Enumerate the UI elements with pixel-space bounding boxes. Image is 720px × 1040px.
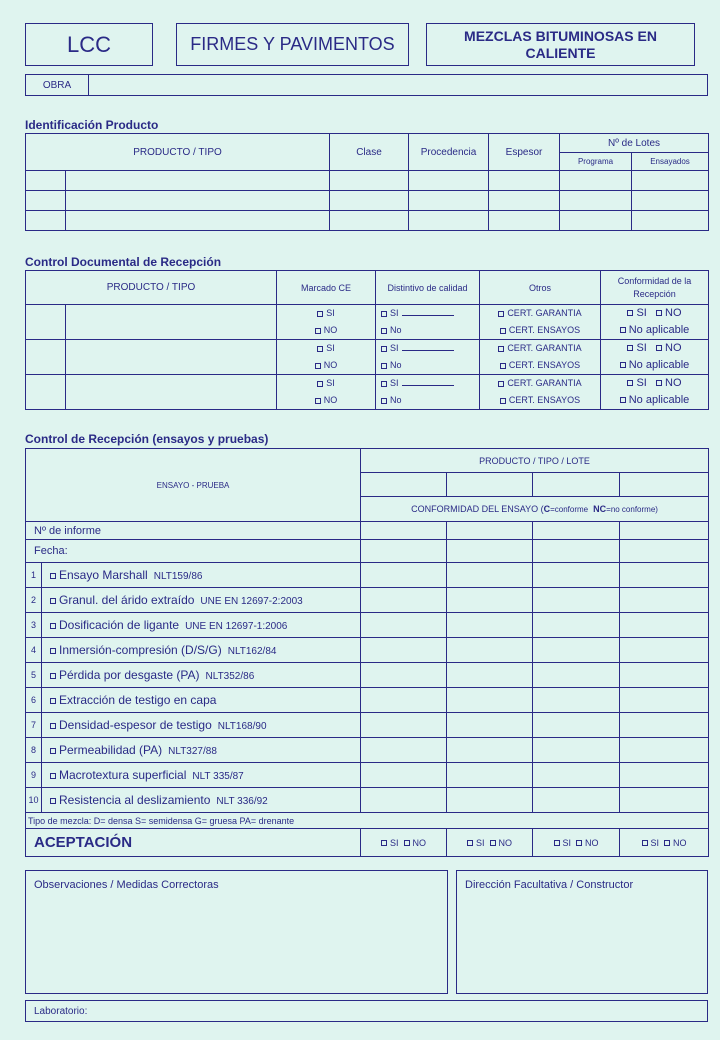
checkbox-icon [498,311,504,317]
ensayo-number: 4 [26,638,42,663]
no-label: NO [323,325,338,335]
fecha-label: Fecha: [26,540,361,563]
checkbox-icon [664,840,670,846]
lcc-label: LCC [66,31,111,57]
laboratorio-label: Laboratorio: [34,1006,88,1017]
col-programa: Programa [560,153,632,171]
checkbox-icon [627,345,633,351]
checkbox-icon [620,397,626,403]
si-label: SI [562,837,572,848]
ensayo-item[interactable] [42,763,361,788]
checkbox-icon [50,623,56,629]
nc-abbr: NC [593,504,607,514]
ensayo-number: 10 [26,788,42,813]
cell[interactable] [447,788,533,813]
ensayo-number: 9 [26,763,42,788]
checkbox-icon [620,362,626,368]
checkbox-icon [498,346,504,352]
col-producto-lote: PRODUCTO / TIPO / LOTE [361,449,709,473]
cell[interactable] [560,211,632,231]
checkbox-icon [315,398,321,404]
no-label: NO [665,307,682,319]
col-otros: Otros [480,271,601,305]
cell[interactable] [560,191,632,211]
conformidad-prefix: CONFORMIDAD DEL ENSAYO ( [411,504,544,514]
cell[interactable] [533,663,620,688]
cell[interactable] [533,688,620,713]
no-label: NO [585,837,599,848]
col-ensayo-prueba: ENSAYO - PRUEBA [26,449,361,522]
ensayo-norm: NLT168/90 [217,721,267,732]
distintivo-si-option[interactable] [381,305,479,322]
ensayo-item[interactable] [42,638,361,663]
checkbox-icon [642,840,648,846]
cert-garantia-option[interactable] [480,305,600,322]
cell[interactable] [409,211,489,231]
cell[interactable] [361,638,447,663]
distintivo-no-option[interactable] [381,357,479,374]
si-label: SI [636,377,647,389]
ensayo-name: Dosificación de ligante [59,618,180,632]
cell[interactable] [361,663,447,688]
checkbox-icon [500,398,506,404]
aceptacion-row [26,829,709,857]
cell[interactable] [66,211,330,231]
conformidad-ensayo-legend [361,497,709,522]
cell[interactable] [620,763,709,788]
si-label: SI [390,308,399,318]
ensayo-number: 6 [26,688,42,713]
ensayo-name: Pérdida por desgaste (PA) [59,668,200,682]
ensayo-number: 3 [26,613,42,638]
checkbox-icon [50,698,56,704]
checkbox-icon [381,840,387,846]
ensayo-number: 8 [26,738,42,763]
ensayo-norm: UNE EN 12697-1:2006 [185,621,288,632]
ensayo-number: 5 [26,663,42,688]
ensayo-name: Macrotextura superficial [59,768,187,782]
cell[interactable] [620,713,709,738]
cell[interactable] [26,211,66,231]
ensayo-norm: UNE EN 12697-2:2003 [200,596,303,607]
table-row [26,305,709,340]
table-row [26,613,709,638]
checkbox-icon [656,345,662,351]
distintivo-blank[interactable] [402,307,454,316]
table-row [26,713,709,738]
ensayo-name: Densidad-espesor de testigo [59,718,212,732]
checkbox-icon [490,840,496,846]
cert-ensayos-option[interactable] [480,357,600,374]
cert-garantia-label: CERT. GARANTIA [507,308,582,318]
no-aplicable-label: No aplicable [628,324,690,336]
cell[interactable] [26,375,66,410]
table-row [26,563,709,588]
cell[interactable] [409,171,489,191]
ensayo-item[interactable] [42,738,361,763]
checkbox-icon [500,328,506,334]
cell[interactable] [361,563,447,588]
observaciones-label: Observaciones / Medidas Correctoras [34,879,219,891]
mezclas-header [426,23,695,66]
checkbox-icon [317,381,323,387]
cell[interactable] [533,588,620,613]
ensayo-item[interactable] [42,563,361,588]
aceptacion-label: ACEPTACIÓN [26,829,361,857]
si-label: SI [326,378,335,388]
cert-ensayos-label: CERT. ENSAYOS [508,395,581,405]
cell[interactable] [66,171,330,191]
conformidad-si-no-options[interactable] [601,375,708,392]
cell[interactable] [533,613,620,638]
cell[interactable] [560,171,632,191]
ensayo-norm: NLT 335/87 [192,771,244,782]
cell[interactable] [361,588,447,613]
lote-cell[interactable] [533,473,620,497]
identificacion-table [25,133,709,231]
checkbox-icon [500,363,506,369]
cell[interactable] [533,540,620,563]
cell[interactable] [489,191,560,211]
checkbox-icon [656,380,662,386]
table-row [26,540,709,563]
informe-label: Nº de informe [26,522,361,540]
no-aplicable-option[interactable] [601,392,708,409]
marcado-si-option[interactable] [277,375,375,392]
checkbox-icon [50,798,56,804]
direccion-label: Dirección Facultativa / Constructor [465,879,634,891]
ensayo-item[interactable] [42,663,361,688]
col-producto-tipo: PRODUCTO / TIPO [26,134,330,171]
cell[interactable] [489,211,560,231]
cell[interactable] [620,788,709,813]
checkbox-icon [554,840,560,846]
mezclas-label-line2: CALIENTE [525,44,596,61]
distintivo-si-option[interactable] [381,375,479,392]
lote-cell[interactable] [447,473,533,497]
c-abbr: C [543,504,551,514]
no-label: NO [323,360,338,370]
cell[interactable] [361,540,447,563]
cell[interactable] [620,663,709,688]
cell[interactable] [447,540,533,563]
ensayo-name: Ensayo Marshall [59,568,148,582]
cell[interactable] [447,563,533,588]
table-row [26,191,709,211]
cell[interactable] [620,638,709,663]
si-label: SI [636,342,647,354]
cell[interactable] [361,738,447,763]
identificacion-title: Identificación Producto [25,118,159,132]
no-aplicable-option[interactable] [601,357,708,374]
cell[interactable] [26,171,66,191]
cell[interactable] [330,191,409,211]
cell[interactable] [620,540,709,563]
mezclas-label-line1: MEZCLAS BITUMINOSAS EN [464,27,657,44]
distintivo-no-option[interactable] [381,322,479,339]
cell[interactable] [66,340,277,375]
cell[interactable] [533,738,620,763]
si-label: SI [390,837,399,848]
col-marcado-ce: Marcado CE [277,271,376,305]
distintivo-blank[interactable] [402,377,454,386]
obra-label: OBRA [26,75,89,95]
ensayo-number: 1 [26,563,42,588]
checkbox-icon [656,310,662,316]
checkbox-icon [381,398,387,404]
table-row [26,171,709,191]
control-rec-title: Control de Recepción (ensayos y pruebas) [25,432,269,446]
cert-garantia-label: CERT. GARANTIA [507,343,582,353]
ensayo-norm: NLT162/84 [227,646,277,657]
checkbox-icon [317,311,323,317]
checkbox-icon [627,310,633,316]
no-label: NO [665,377,682,389]
checkbox-icon [576,840,582,846]
table-row [26,375,709,410]
cell[interactable] [361,763,447,788]
ensayo-name: Extracción de testigo en capa [59,693,217,707]
col-distintivo: Distintivo de calidad [376,271,480,305]
cell[interactable] [620,738,709,763]
aceptacion-options[interactable] [361,829,447,857]
cell[interactable] [632,191,709,211]
cell[interactable] [66,191,330,211]
table-row [26,638,709,663]
table-row [26,663,709,688]
cert-ensayos-option[interactable] [480,392,600,409]
si-label: SI [326,308,335,318]
col-procedencia: Procedencia [409,134,489,171]
checkbox-icon [381,363,387,369]
checkbox-icon [467,840,473,846]
cell[interactable] [533,563,620,588]
cell[interactable] [66,305,277,340]
no-label: NO [673,837,687,848]
table-row [26,763,709,788]
ensayo-item[interactable] [42,588,361,613]
cert-ensayos-label: CERT. ENSAYOS [508,325,581,335]
firmes-label: FIRMES Y PAVIMENTOS [190,34,395,54]
no-label: NO [498,837,513,848]
cell[interactable] [447,663,533,688]
no-label: No [390,360,402,370]
ensayo-norm: NLT327/88 [168,746,217,757]
checkbox-icon [50,748,56,754]
control-rec-table [25,448,709,857]
cell[interactable] [447,688,533,713]
cell[interactable] [26,340,66,375]
lote-cell[interactable] [620,473,709,497]
cell[interactable] [447,522,533,540]
cell[interactable] [361,613,447,638]
no-aplicable-label: No aplicable [628,359,690,371]
cert-ensayos-label: CERT. ENSAYOS [508,360,581,370]
ensayo-item[interactable] [42,688,361,713]
conformidad-si-no-options[interactable] [601,305,708,322]
marcado-si-option[interactable] [277,305,375,322]
no-label: No [390,325,402,335]
checkbox-icon [50,648,56,654]
cell[interactable] [632,211,709,231]
conformidad-si-no-options[interactable] [601,340,708,357]
no-label: No [390,395,402,405]
ensayo-name: Resistencia al deslizamiento [59,793,211,807]
si-label: SI [390,378,399,388]
cell[interactable] [66,375,277,410]
table-row [26,788,709,813]
cell[interactable] [620,688,709,713]
col-espesor: Espesor [489,134,560,171]
cell[interactable] [533,788,620,813]
control-doc-table [25,270,709,410]
cell[interactable] [447,713,533,738]
checkbox-icon [381,381,387,387]
cell[interactable] [361,788,447,813]
distintivo-si-option[interactable] [381,340,479,357]
ensayo-name: Inmersión-compresión (D/S/G) [59,643,222,657]
no-aplicable-label: No aplicable [628,394,690,406]
cell[interactable] [330,211,409,231]
no-label: NO [323,395,338,405]
cell[interactable] [361,713,447,738]
checkbox-icon [315,328,321,334]
cell[interactable] [620,613,709,638]
cell[interactable] [26,191,66,211]
ensayo-number: 7 [26,713,42,738]
checkbox-icon [50,673,56,679]
cell[interactable] [447,638,533,663]
checkbox-icon [381,328,387,334]
ensayo-name: Granul. del árido extraído [59,593,195,607]
tipo-mezcla-legend: Tipo de mezcla: D= densa S= semidensa G= gruesa PA= drenante [26,813,709,829]
obra-field[interactable] [25,74,708,96]
marcado-no-option[interactable] [277,392,375,409]
cell[interactable] [533,713,620,738]
col-clase: Clase [330,134,409,171]
si-label: SI [476,837,485,848]
firmes-header [176,23,409,66]
cell[interactable] [620,588,709,613]
cert-garantia-label: CERT. GARANTIA [507,378,582,388]
checkbox-icon [50,573,56,579]
table-row [26,738,709,763]
table-row [26,211,709,231]
observaciones-box[interactable] [25,870,448,994]
ensayo-norm: NLT352/86 [205,671,255,682]
distintivo-blank[interactable] [402,342,454,351]
cert-garantia-option[interactable] [480,340,600,357]
laboratorio-field[interactable] [25,1000,708,1022]
checkbox-icon [315,363,321,369]
table-row [26,688,709,713]
checkbox-icon [620,327,626,333]
aceptacion-options[interactable] [533,829,620,857]
ensayo-norm: NLT 336/92 [216,796,268,807]
col-conformidad: Conformidad de la Recepción [601,271,709,305]
cell[interactable] [409,191,489,211]
checkbox-icon [381,311,387,317]
si-label: SI [326,343,335,353]
ensayo-item[interactable] [42,613,361,638]
cell[interactable] [533,763,620,788]
no-aplicable-option[interactable] [601,322,708,339]
marcado-no-option[interactable] [277,322,375,339]
marcado-no-option[interactable] [277,357,375,374]
cell[interactable] [447,738,533,763]
checkbox-icon [381,346,387,352]
cell[interactable] [533,522,620,540]
marcado-si-option[interactable] [277,340,375,357]
cell[interactable] [632,171,709,191]
cell[interactable] [26,305,66,340]
ensayo-item[interactable] [42,713,361,738]
cert-ensayos-option[interactable] [480,322,600,339]
checkbox-icon [404,840,410,846]
table-row [26,340,709,375]
si-label: SI [650,837,660,848]
table-row [26,588,709,613]
cell[interactable] [447,763,533,788]
cell[interactable] [620,563,709,588]
cell[interactable] [330,171,409,191]
cell[interactable] [533,638,620,663]
ensayo-norm: NLT159/86 [153,571,203,582]
lote-cell[interactable] [361,473,447,497]
cell[interactable] [620,522,709,540]
cert-garantia-option[interactable] [480,375,600,392]
checkbox-icon [317,346,323,352]
control-doc-title: Control Documental de Recepción [25,255,222,269]
lcc-header [25,23,153,66]
distintivo-no-option[interactable] [381,392,479,409]
aceptacion-options[interactable] [447,829,533,857]
direccion-box[interactable] [456,870,708,994]
col-producto-tipo: PRODUCTO / TIPO [26,271,277,305]
ensayo-item[interactable] [42,788,361,813]
checkbox-icon [498,381,504,387]
ensayo-number: 2 [26,588,42,613]
table-row [26,522,709,540]
no-label: NO [412,837,427,848]
ensayo-name: Permeabilidad (PA) [59,743,163,757]
no-label: NO [665,342,682,354]
checkbox-icon [50,773,56,779]
si-label: SI [390,343,399,353]
conforme-label: =conforme [550,505,589,514]
si-label: SI [636,307,647,319]
col-ensayados: Ensayados [632,153,709,171]
checkbox-icon [627,380,633,386]
aceptacion-options[interactable] [620,829,709,857]
no-conforme-label: =no conforme) [606,505,658,514]
cell[interactable] [489,171,560,191]
cell[interactable] [447,613,533,638]
cell[interactable] [361,522,447,540]
checkbox-icon [50,598,56,604]
cell[interactable] [447,588,533,613]
cell[interactable] [361,688,447,713]
col-lotes: Nº de Lotes [560,134,709,153]
checkbox-icon [50,723,56,729]
